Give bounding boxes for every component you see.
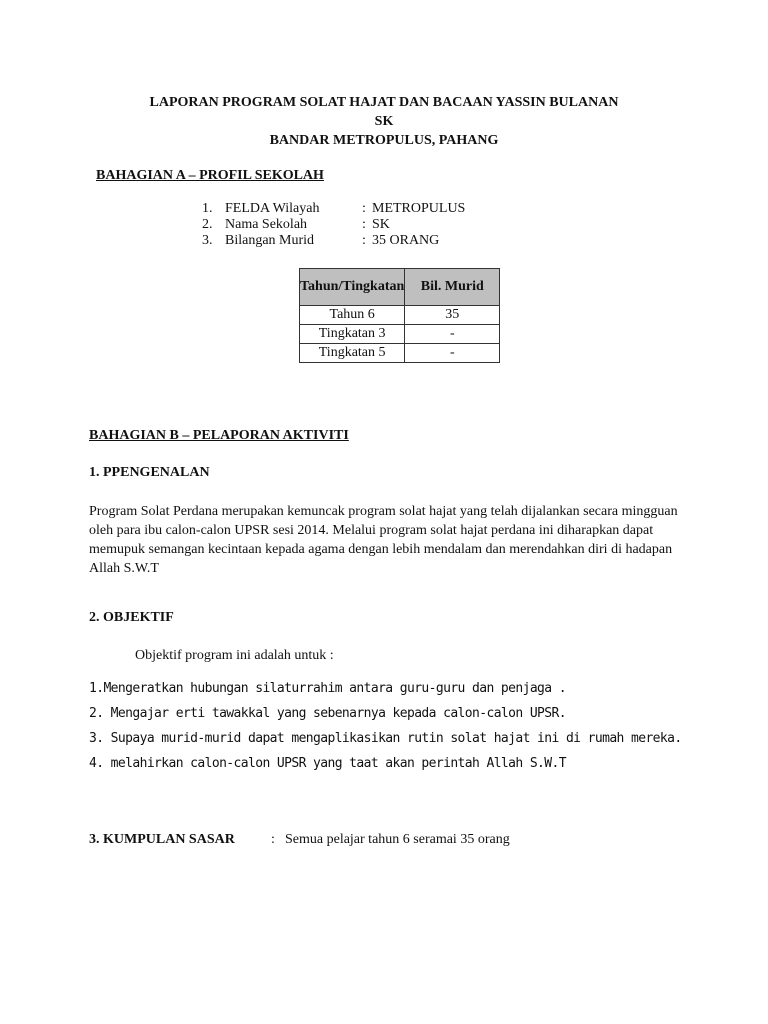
student-count-table: [299, 268, 500, 363]
profile-label: Bilangan Murid: [225, 233, 315, 248]
profile-value: 35 ORANG: [372, 233, 440, 248]
intro-paragraph: Program Solat Perdana merupakan kemuncak program solat hajat yang telah dijalankan secara mingguan oleh para ibu calon-calon UPSR sesi 2014. Melalui program solat hajat perdana ini diharapkan dapat memupuk semangan kecintaan kepada agama dengan lebih mendalam dan merendahkan diri di hadapan Allah S.W.T: [89, 504, 678, 576]
profile-number: 2.: [202, 217, 213, 232]
title-line-3: BANDAR METROPULUS, PAHANG: [269, 133, 499, 148]
table-cell-count: -: [405, 344, 500, 363]
profile-number: 3.: [202, 233, 213, 248]
section-b-heading: BAHAGIAN B – PELAPORAN AKTIVITI: [89, 428, 349, 443]
section-a-heading: BAHAGIAN A – PROFIL SEKOLAH: [96, 168, 324, 183]
title-line-1: LAPORAN PROGRAM SOLAT HAJAT DAN BACAAN YASSIN BULANAN: [149, 95, 619, 110]
target-separator: :: [271, 832, 275, 847]
table-header-count: Bil. Murid: [405, 269, 500, 306]
list-item: 2. Mengajar erti tawakkal yang sebenarnya kepada calon-calon UPSR.: [89, 706, 566, 721]
profile-row: [202, 201, 465, 217]
table-header-level: Tahun/Tingkatan: [300, 269, 405, 306]
target-text: Semua pelajar tahun 6 seramai 35 orang: [285, 832, 510, 847]
table-cell-level: Tahun 6: [300, 306, 405, 325]
profile-number: 1.: [202, 201, 213, 216]
list-item: 4. melahirkan calon-calon UPSR yang taat akan perintah Allah S.W.T: [89, 756, 566, 771]
table-header-row: [300, 269, 500, 306]
profile-label: FELDA Wilayah: [225, 201, 320, 216]
table-cell-level: Tingkatan 5: [300, 344, 405, 363]
list-item: 1.Mengeratkan hubungan silaturrahim antara guru-guru dan penjaga .: [89, 681, 566, 696]
table-row: [300, 344, 500, 363]
target-heading: 3. KUMPULAN SASAR: [89, 832, 235, 847]
school-profile-list: [202, 201, 465, 249]
profile-row: [202, 233, 465, 249]
profile-label: Nama Sekolah: [225, 217, 308, 232]
profile-separator: :: [362, 217, 366, 232]
profile-value: METROPULUS: [372, 201, 466, 216]
profile-separator: :: [362, 233, 366, 248]
title-line-2: SK: [374, 114, 394, 129]
table-row: [300, 306, 500, 325]
table-row: [300, 325, 500, 344]
table-cell-count: -: [405, 325, 500, 344]
objective-list: [89, 681, 682, 781]
objective-heading: 2. OBJEKTIF: [89, 610, 174, 625]
table-cell-count: 35: [405, 306, 500, 325]
intro-heading: 1. PPENGENALAN: [89, 465, 210, 480]
table-cell-level: Tingkatan 3: [300, 325, 405, 344]
profile-separator: :: [362, 201, 366, 216]
profile-row: [202, 217, 465, 233]
list-item: 3. Supaya murid-murid dapat mengaplikasikan rutin solat hajat ini di rumah mereka.: [89, 731, 682, 746]
objective-lead: Objektif program ini adalah untuk :: [135, 648, 334, 663]
report-title: [0, 93, 768, 150]
profile-value: SK: [372, 217, 390, 232]
